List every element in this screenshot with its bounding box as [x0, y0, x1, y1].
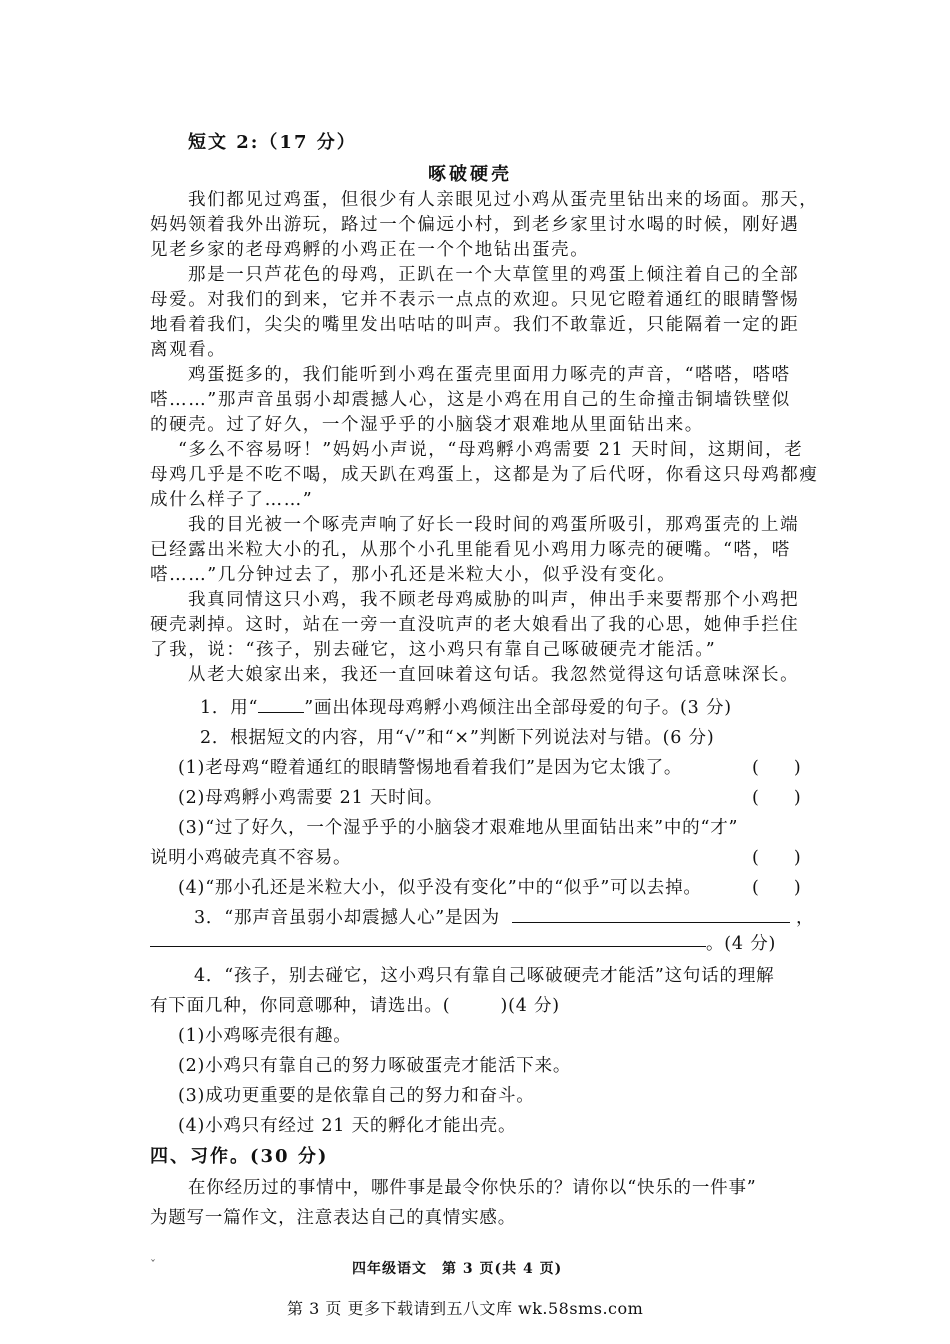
passage-line: 母鸡几乎是不吃不喝，成天趴在鸡蛋上，这都是为了后代呀，你看这只母鸡都瘦: [150, 465, 819, 485]
question-4-option: (1)小鸡啄壳很有趣。: [178, 1026, 352, 1046]
underline-sample: [258, 696, 304, 713]
passage-line: “多么不容易呀！”妈妈小声说，“母鸡孵小鸡需要 21 天时间，这期间，老: [178, 440, 804, 460]
comma: ，: [796, 908, 815, 928]
passage-line: 嗒……”那声音虽弱小却震撼人心，这是小鸡在用自己的生命撞击铜墙铁壁似: [150, 390, 791, 410]
writing-prompt-line: 为题写一篇作文，注意表达自己的真情实感。: [150, 1208, 516, 1228]
passage-line: 了我，说：“孩子，别去碰它，这小鸡只有靠自己啄破硬壳才能活。”: [150, 640, 717, 660]
question-2-item: (1)老母鸡“瞪着通红的眼睛警惕地看着我们”是因为它太饿了。: [178, 758, 683, 778]
writing-heading: 四、习作。(30 分): [150, 1146, 329, 1167]
passage-line: 从老大娘家出来，我还一直回味着这句话。我忽然觉得这句话意味深长。: [188, 665, 800, 685]
answer-paren[interactable]: ( ): [752, 758, 801, 778]
passage-line: 硬壳剥掉。这时，站在一旁一直没吭声的老大娘看出了我的心思，她伸手拦住: [150, 615, 800, 635]
passage-line: 我们都见过鸡蛋，但很少有人亲眼见过小鸡从蛋壳里钻出来的场面。那天，: [188, 190, 819, 210]
question-2: 2．根据短文的内容，用“√”和“×”判断下列说法对与错。(6 分): [200, 728, 715, 748]
passage-line: 地看着我们，尖尖的嘴里发出咕咕的叫声。我们不敢靠近，只能隔着一定的距: [150, 315, 800, 335]
page-footer: 四年级语文 第 3 页(共 4 页): [352, 1261, 563, 1277]
passage-line: 妈妈领着我外出游玩，路过一个偏远小村，到老乡家里讨水喝的时候，刚好遇: [150, 215, 800, 235]
question-1: 1．用“ ”画出体现母鸡孵小鸡倾注出全部母爱的句子。(3 分): [200, 698, 732, 718]
question-3-end: 。(4 分): [706, 934, 777, 954]
passage-line: 离观看。: [150, 340, 227, 360]
passage-title: 啄破硬壳: [428, 164, 512, 185]
answer-paren[interactable]: ( ): [752, 848, 801, 868]
passage-line: 我的目光被一个啄壳声响了好长一段时间的鸡蛋所吸引，那鸡蛋壳的上端: [188, 515, 800, 535]
answer-line[interactable]: [150, 946, 706, 947]
question-4-option: (3)成功更重要的是依靠自己的努力和奋斗。: [178, 1086, 535, 1106]
question-4-line2: 有下面几种，你同意哪种，请选出。( )(4 分): [150, 996, 560, 1016]
question-2-item: (3)“过了好久，一个湿乎乎的小脑袋才艰难地从里面钻出来”中的“才”: [178, 818, 739, 838]
question-4: 4．“孩子，别去碰它，这小鸡只有靠自己啄破硬壳才能活”这句话的理解: [194, 966, 775, 986]
passage-line: 成什么样子了……”: [150, 490, 314, 510]
passage-line: 母爱。对我们的到来，它并不表示一点点的欢迎。只见它瞪着通红的眼睛警惕: [150, 290, 800, 310]
scan-mark: ˇ: [150, 1258, 156, 1272]
answer-line[interactable]: [512, 922, 790, 923]
passage-line: 鸡蛋挺多的，我们能听到小鸡在蛋壳里面用力啄壳的声音，“嗒嗒，嗒嗒: [188, 365, 791, 385]
passage-heading: 短文 2:（17 分）: [188, 132, 357, 153]
question-2-item-cont: 说明小鸡破壳真不容易。: [150, 848, 352, 868]
passage-line: 嗒……”几分钟过去了，那小孔还是米粒大小，似乎没有变化。: [150, 565, 677, 585]
question-2-item: (4)“那小孔还是米粒大小，似乎没有变化”中的“似乎”可以去掉。: [178, 878, 702, 898]
passage-line: 那是一只芦花色的母鸡，正趴在一个大草筐里的鸡蛋上倾注着自己的全部: [188, 265, 800, 285]
question-4-option: (4)小鸡只有经过 21 天的孵化才能出壳。: [178, 1116, 517, 1136]
writing-prompt-line: 在你经历过的事情中，哪件事是最令你快乐的？请你以“快乐的一件事”: [188, 1178, 757, 1198]
question-4-option: (2)小鸡只有靠自己的努力啄破蛋壳才能活下来。: [178, 1056, 572, 1076]
question-2-item: (2)母鸡孵小鸡需要 21 天时间。: [178, 788, 444, 808]
passage-line: 见老乡家的老母鸡孵的小鸡正在一个个地钻出蛋壳。: [150, 240, 590, 260]
answer-paren[interactable]: ( ): [752, 788, 801, 808]
passage-line: 已经露出米粒大小的孔，从那个小孔里能看见小鸡用力啄壳的硬嘴。“嗒，嗒: [150, 540, 791, 560]
passage-line: 的硬壳。过了好久，一个湿乎乎的小脑袋才艰难地从里面钻出来。: [150, 415, 704, 435]
question-3: 3．“那声音虽弱小却震撼人心”是因为: [194, 908, 500, 928]
answer-paren[interactable]: ( ): [752, 878, 801, 898]
watermark-text: 第 3 页 更多下载请到五八文库 wk.58sms.com: [287, 1299, 644, 1318]
passage-line: 我真同情这只小鸡，我不顾老母鸡威胁的叫声，伸出手来要帮那个小鸡把: [188, 590, 800, 610]
